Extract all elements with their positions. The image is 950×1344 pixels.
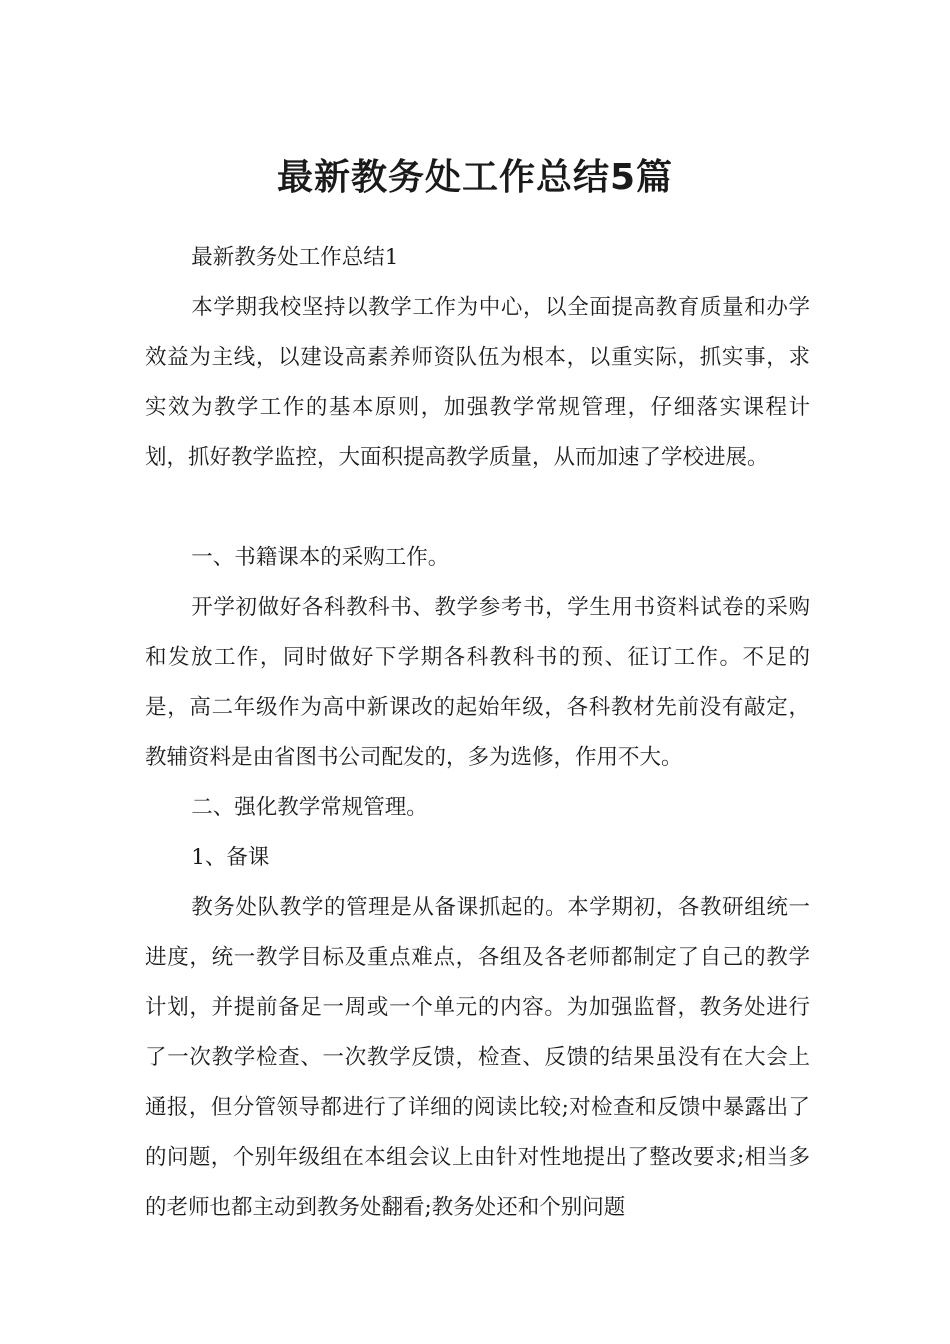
document-body — [145, 233, 810, 1233]
section-heading: 一、书籍课本的采购工作。 — [191, 545, 450, 570]
paragraph: 教务处队教学的管理是从备课抓起的。本学期初，各教研组统一进度，统一教学目标及重点难点，各组及各老师都制定了自己的教学计划，并提前备足一周或一个单元的内容。为加强监督，教务处进行了一次教学检查、一次教学反馈，检查、反馈的结果虽没有在大会上通报，但分管领导都进行了详细的阅读比较;对检查和反馈中暴露出了的问题，个别年级组在本组会议上由针对性地提出了整改要求;相当多的老师也都主动到教务处翻看;教务处还和个别问题 — [145, 895, 810, 1220]
document-title: 最新教务处工作总结5篇 — [276, 157, 674, 199]
paragraph: 本学期我校坚持以教学工作为中心，以全面提高教育质量和办学效益为主线，以建设高素养师资队伍为根本，以重实际，抓实事，求实效为教学工作的基本原则，加强教学常规管理，仔细落实课程计划，抓好教学监控，大面积提高教学质量，从而加速了学校进展。 — [145, 295, 810, 470]
section-heading: 最新教务处工作总结1 — [191, 245, 399, 270]
subsection-heading: 1、备课 — [191, 845, 270, 870]
section-heading: 二、强化教学常规管理。 — [191, 795, 428, 820]
paragraph: 开学初做好各科教科书、教学参考书，学生用书资料试卷的采购和发放工作，同时做好下学期各科教科书的预、征订工作。不足的是，高二年级作为高中新课改的起始年级，各科教材先前没有敲定，教辅资料是由省图书公司配发的，多为选修，作用不大。 — [145, 595, 810, 770]
